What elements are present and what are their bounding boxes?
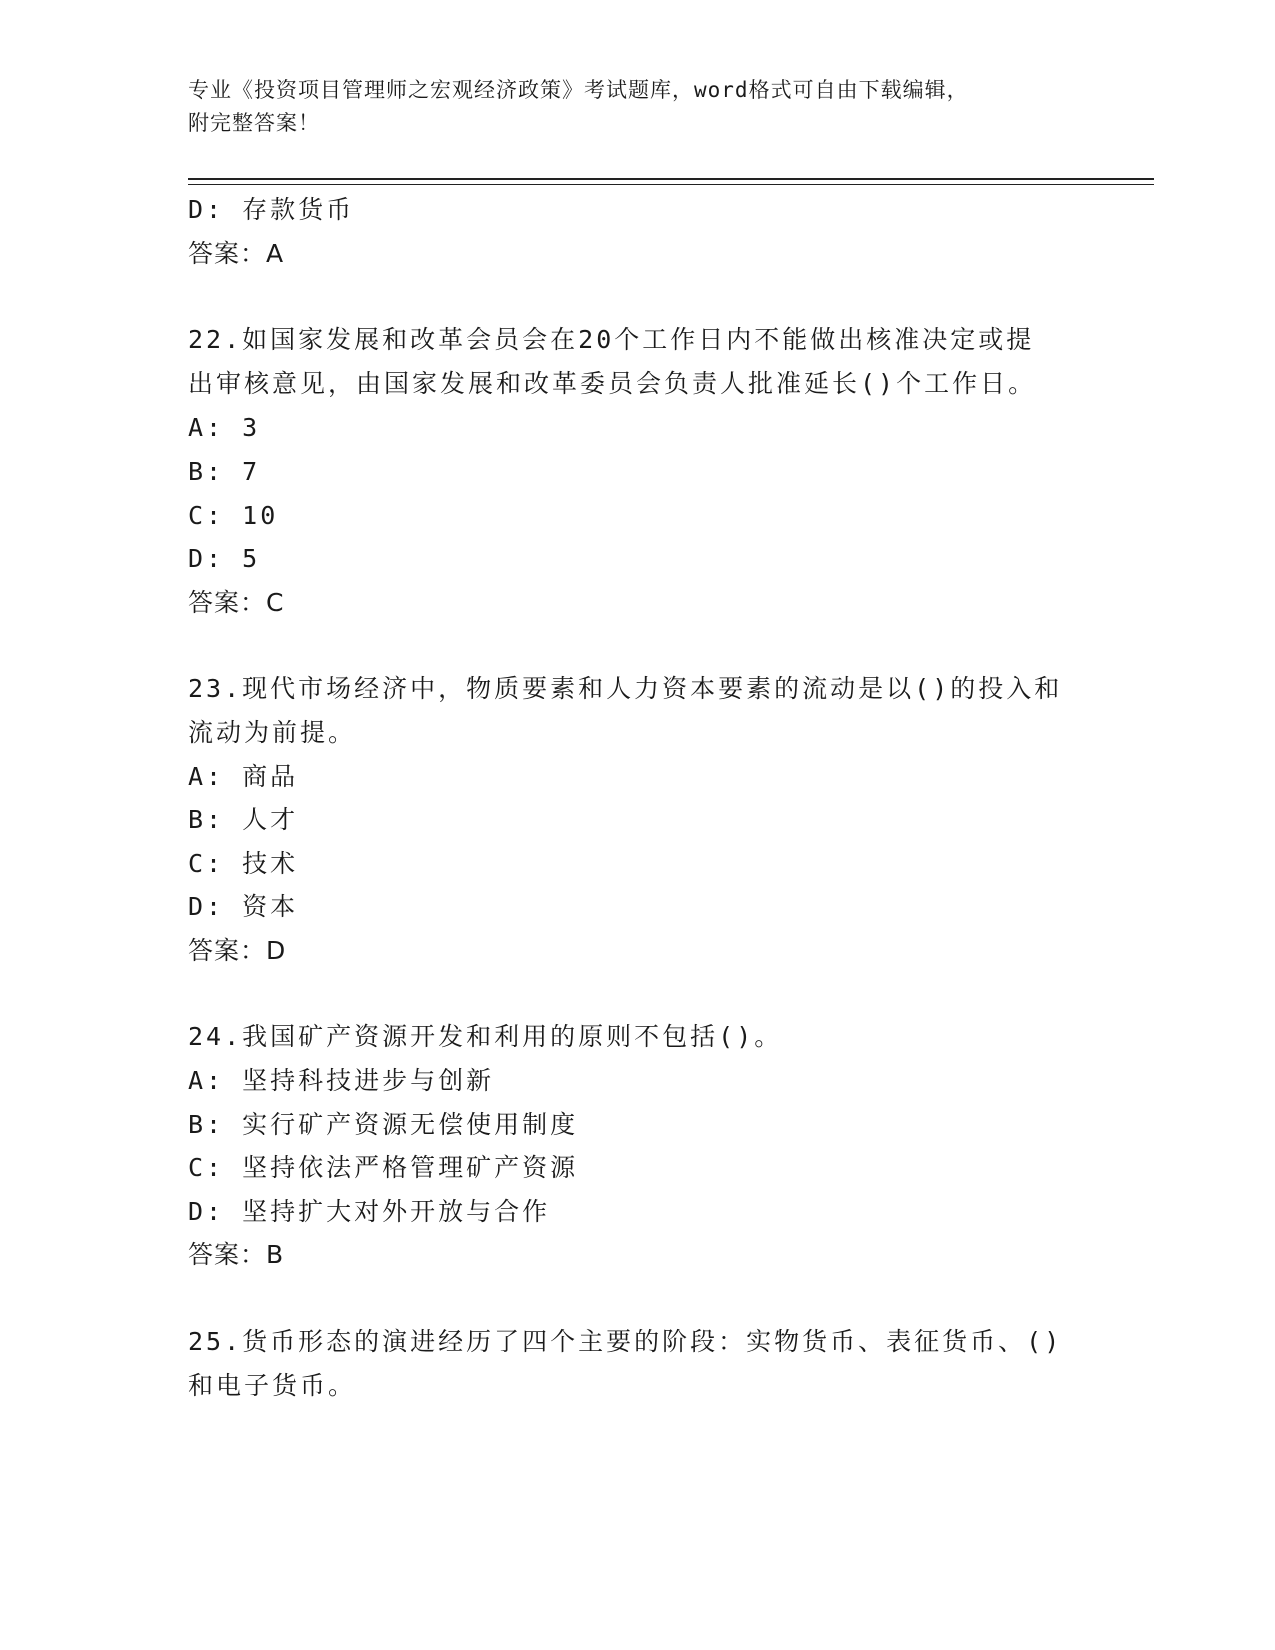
q22-option-b: B: 7: [188, 457, 261, 486]
q23-stem-line-2: 流动为前提。: [188, 718, 357, 747]
q25-stem-line-1: 25.货币形态的演进经历了四个主要的阶段：实物货币、表征货币、(): [188, 1327, 1063, 1356]
header-rule: [188, 178, 1154, 180]
q24-option-d: D: 坚持扩大对外开放与合作: [188, 1197, 551, 1226]
q23-option-b: B: 人才: [188, 805, 299, 834]
header-line-1: 专业《投资项目管理师之宏观经济政策》考试题库，word格式可自由下载编辑，: [188, 78, 969, 102]
header-line-2: 附完整答案！: [188, 111, 320, 135]
q23-answer: 答案：D: [188, 936, 287, 965]
q24-option-a: A: 坚持科技进步与创新: [188, 1066, 495, 1095]
q24-option-b: B: 实行矿产资源无偿使用制度: [188, 1110, 579, 1139]
q22-stem-line-1: 22.如国家发展和改革会员会在20个工作日内不能做出核准决定或提: [188, 325, 1035, 354]
q24-option-c: C: 坚持依法严格管理矿产资源: [188, 1153, 579, 1182]
document-header: [188, 74, 1088, 140]
q23-option-a: A: 商品: [188, 762, 299, 791]
q24-stem-line-1: 24.我国矿产资源开发和利用的原则不包括()。: [188, 1022, 783, 1051]
q23-option-c: C: 技术: [188, 849, 299, 878]
q23-stem-line-1: 23.现代市场经济中，物质要素和人力资本要素的流动是以()的投入和: [188, 674, 1063, 703]
q22-option-c: C: 10: [188, 501, 279, 530]
q25-stem-line-2: 和电子货币。: [188, 1371, 357, 1400]
q22-answer: 答案：C: [188, 588, 285, 617]
q22-stem-line-2: 出审核意见，由国家发展和改革委员会负责人批准延长()个工作日。: [188, 369, 1037, 398]
q22-option-a: A: 3: [188, 413, 261, 442]
q23-option-d: D: 资本: [188, 892, 299, 921]
q24-answer: 答案：B: [188, 1240, 285, 1269]
q22-option-d: D: 5: [188, 544, 261, 573]
header-rule-thin: [188, 184, 1154, 185]
prev-answer: 答案：A: [188, 239, 285, 268]
prev-option-d: D: 存款货币: [188, 195, 355, 224]
